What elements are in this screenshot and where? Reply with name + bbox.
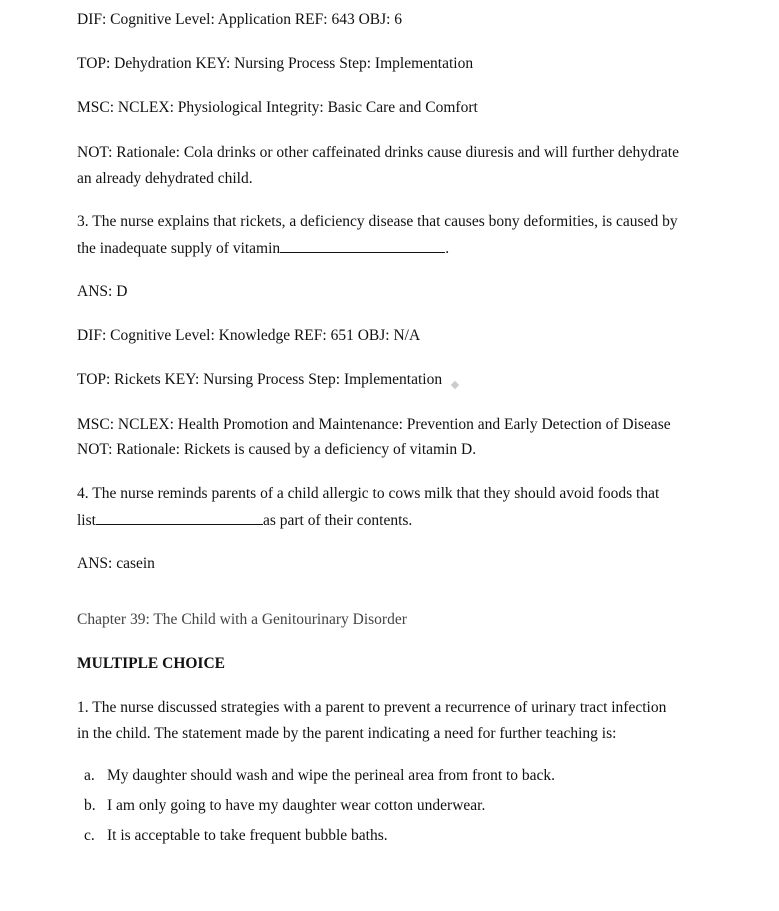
question-3-text-b: the inadequate supply of vitamin [77, 240, 281, 257]
answer-3: ANS: D [77, 283, 128, 300]
msc-line-1: MSC: NCLEX: Physiological Integrity: Basic Care and Comfort [77, 99, 478, 116]
top-line-1: TOP: Dehydration KEY: Nursing Process Step: Implementation [77, 55, 474, 72]
question-1-line-b: in the child. The statement made by the parent indicating a need for further teaching is: [77, 725, 617, 742]
dif-line-3: DIF: Cognitive Level: Knowledge REF: 651 OBJ: N/A [77, 327, 421, 344]
answer-blank-4 [96, 510, 263, 525]
option-text: I am only going to have my daughter wear cotton underwear. [107, 797, 486, 814]
option-text: It is acceptable to take frequent bubble baths. [107, 827, 388, 844]
answer-4: ANS: casein [77, 555, 155, 572]
section-heading: MULTIPLE CHOICE [77, 655, 225, 672]
question-3-period: . [445, 240, 450, 257]
option-text: My daughter should wash and wipe the perineal area from front to back. [107, 767, 556, 784]
question-3-line-b [77, 238, 449, 259]
rationale-line-1b: an already dehydrated child. [77, 170, 253, 187]
answer-blank-3 [280, 238, 445, 253]
option-letter: c. [84, 827, 95, 844]
marker-diamond-icon [451, 381, 459, 389]
option-letter: b. [84, 797, 96, 814]
question-4-line-a: 4. The nurse reminds parents of a child allergic to cows milk that they should avoid foods that [77, 485, 660, 502]
rationale-line-3: NOT: Rationale: Rickets is caused by a deficiency of vitamin D. [77, 441, 477, 458]
chapter-heading: Chapter 39: The Child with a Genitourinary Disorder [77, 611, 407, 628]
question-4-text-start: list [77, 512, 96, 529]
question-4-line-b [77, 510, 412, 531]
question-1-line-a: 1. The nurse discussed strategies with a parent to prevent a recurrence of urinary tract infection [77, 699, 667, 716]
question-4-text-end: as part of their contents. [262, 512, 413, 529]
rationale-line-1a: NOT: Rationale: Cola drinks or other caffeinated drinks cause diuresis and will further dehydrate [77, 144, 679, 161]
top-line-3: TOP: Rickets KEY: Nursing Process Step: Implementation [77, 371, 443, 388]
question-3-line-a: 3. The nurse explains that rickets, a deficiency disease that causes bony deformities, is caused by [77, 213, 678, 230]
option-letter: a. [84, 767, 95, 784]
dif-line-1: DIF: Cognitive Level: Application REF: 643 OBJ: 6 [77, 11, 403, 28]
msc-line-3: MSC: NCLEX: Health Promotion and Maintenance: Prevention and Early Detection of Disease [77, 416, 671, 433]
